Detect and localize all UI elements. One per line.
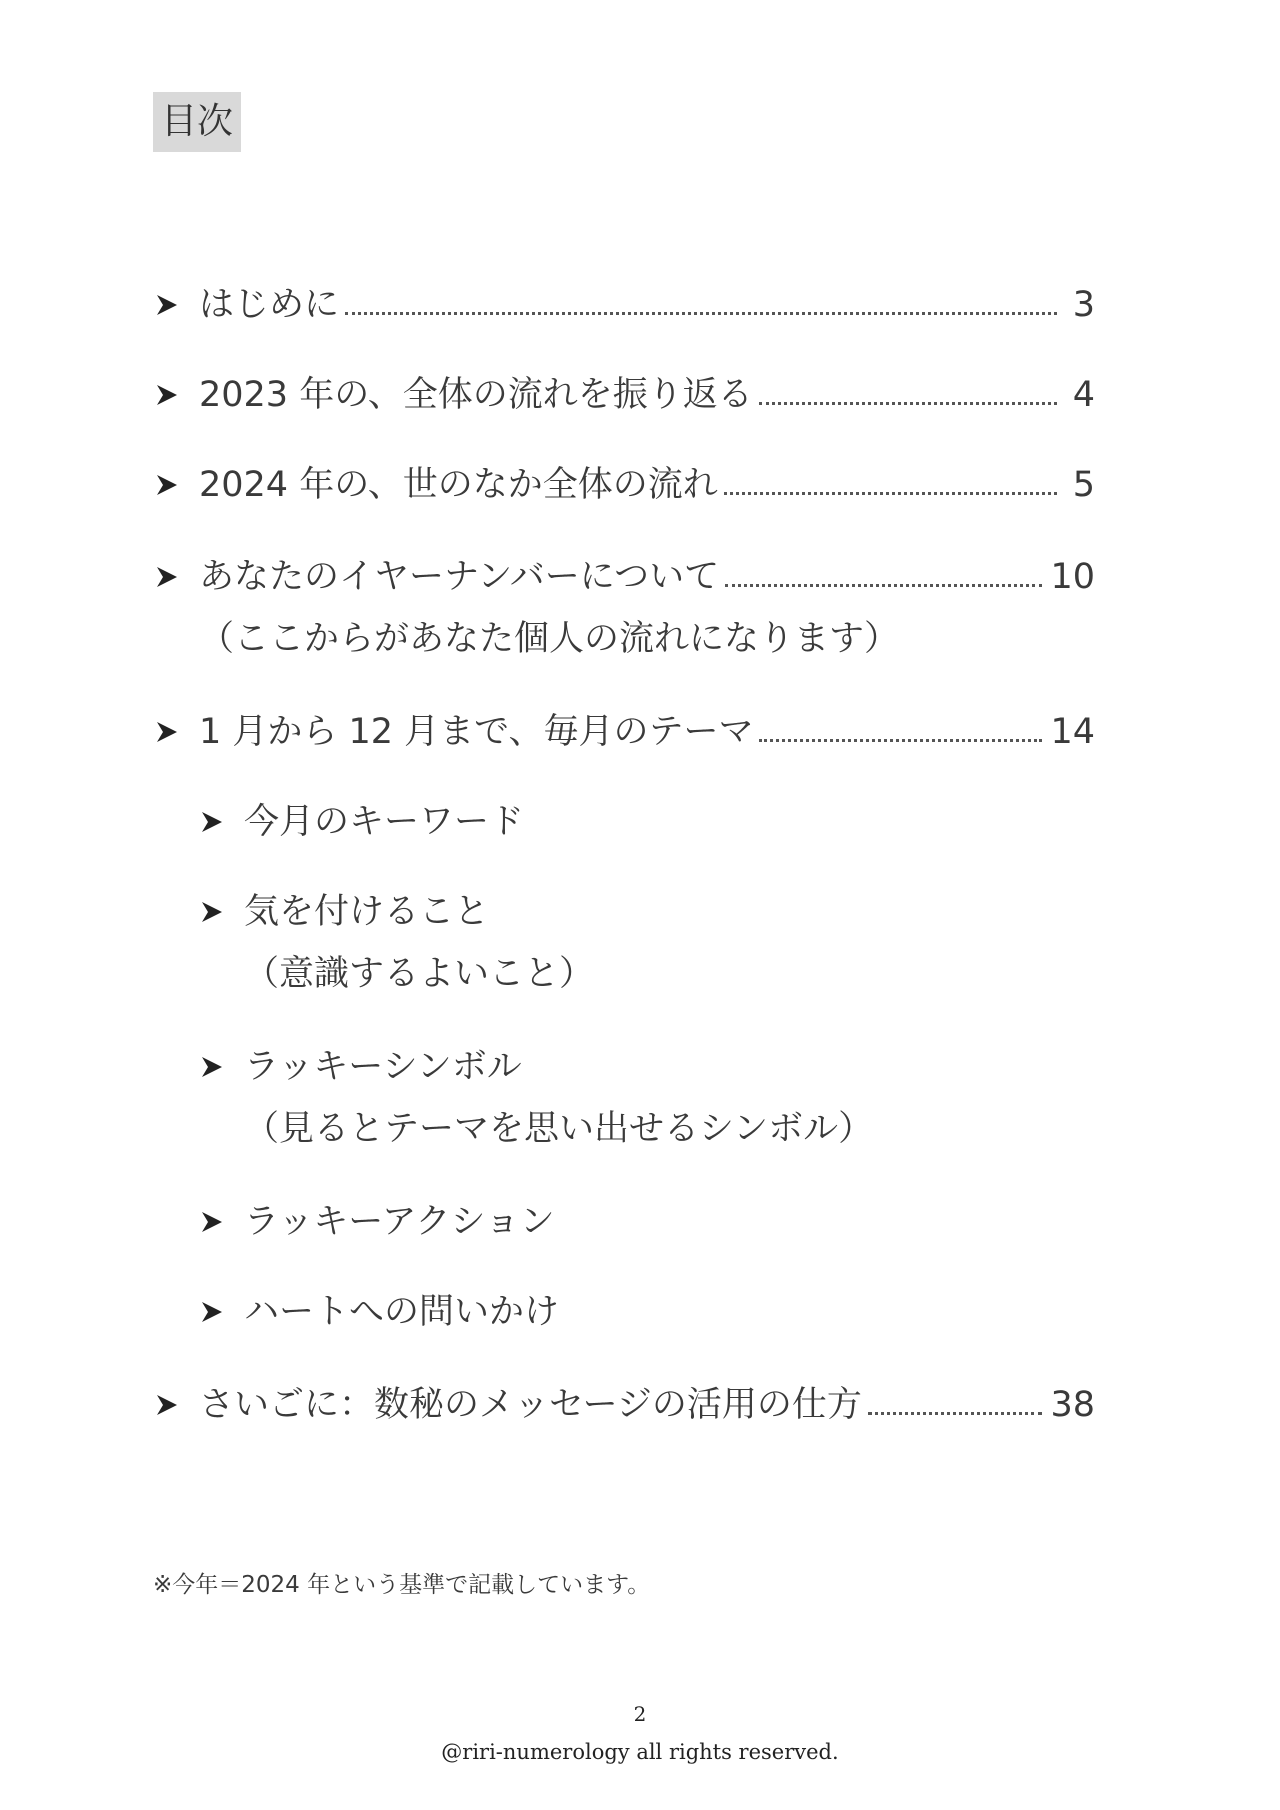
toc-entry-note: （見るとテーマを思い出せるシンボル） (244, 1109, 874, 1149)
dot-leader (345, 312, 1057, 315)
toc-entry-monthly-themes[interactable] (155, 710, 1095, 754)
arrowhead-bullet-icon (155, 293, 199, 317)
toc-entry-note: （意識するよいこと） (244, 954, 595, 994)
arrowhead-bullet-icon (200, 1055, 244, 1079)
arrowhead-bullet-icon (155, 1393, 199, 1417)
dot-leader (759, 739, 1042, 742)
toc-page-number: 38 (1050, 1385, 1095, 1425)
toc-page-number: 4 (1072, 375, 1095, 415)
toc-entry-2023-review[interactable] (155, 373, 1095, 417)
toc-title: 目次 (153, 92, 241, 152)
toc-entry-label: 2024 年の、世のなか全体の流れ (199, 465, 718, 505)
toc-entry-label: ラッキーシンボル (244, 1047, 522, 1087)
toc-entry-label: さいごに：数秘のメッセージの活用の仕方 (199, 1385, 862, 1425)
toc-subentry-heart-question[interactable] (200, 1290, 1095, 1334)
arrowhead-bullet-icon (200, 1210, 244, 1234)
toc-entry-label: 気を付けること (244, 892, 490, 932)
arrowhead-bullet-icon (155, 473, 199, 497)
toc-page-number: 5 (1072, 465, 1095, 505)
copyright-notice: @riri-numerology all rights reserved. (441, 1740, 839, 1764)
toc-entry-label: あなたのイヤーナンバーについて (199, 557, 720, 597)
footnote: ※今年＝2024 年という基準で記載しています。 (153, 1572, 651, 1598)
toc-subentry-lucky-action[interactable] (200, 1200, 1095, 1244)
toc-page-number: 3 (1072, 285, 1095, 325)
dot-leader (724, 492, 1057, 495)
toc-entry-label: ハートへの問いかけ (244, 1292, 560, 1332)
toc-entry-label: 1 月から 12 月まで、毎月のテーマ (199, 712, 754, 752)
toc-entry-label: 2023 年の、全体の流れを振り返る (199, 375, 753, 415)
arrowhead-bullet-icon (200, 900, 244, 924)
toc-page-number: 10 (1050, 557, 1095, 597)
arrowhead-bullet-icon (200, 1300, 244, 1324)
toc-entry-year-number[interactable] (155, 555, 1095, 661)
arrowhead-bullet-icon (155, 720, 199, 744)
toc-entry-introduction[interactable] (155, 283, 1095, 327)
toc-page-number: 14 (1050, 712, 1095, 752)
toc-entry-note: （ここからがあなた個人の流れになります） (199, 619, 900, 659)
arrowhead-bullet-icon (155, 383, 199, 407)
toc-entry-label: はじめに (199, 285, 340, 325)
toc-subentry-cautions[interactable] (200, 890, 1095, 996)
dot-leader (868, 1412, 1043, 1415)
dot-leader (725, 584, 1042, 587)
arrowhead-bullet-icon (200, 810, 244, 834)
arrowhead-bullet-icon (155, 565, 199, 589)
toc-entry-label: 今月のキーワード (244, 802, 525, 842)
toc-entry-label: ラッキーアクション (244, 1202, 555, 1242)
toc-entry-closing[interactable] (155, 1383, 1095, 1427)
toc-entry-2024-world-flow[interactable] (155, 463, 1095, 507)
dot-leader (759, 402, 1057, 405)
toc-subentry-keyword[interactable] (200, 800, 1095, 844)
toc-subentry-lucky-symbol[interactable] (200, 1045, 1095, 1151)
page-number: 2 (633, 1702, 647, 1726)
